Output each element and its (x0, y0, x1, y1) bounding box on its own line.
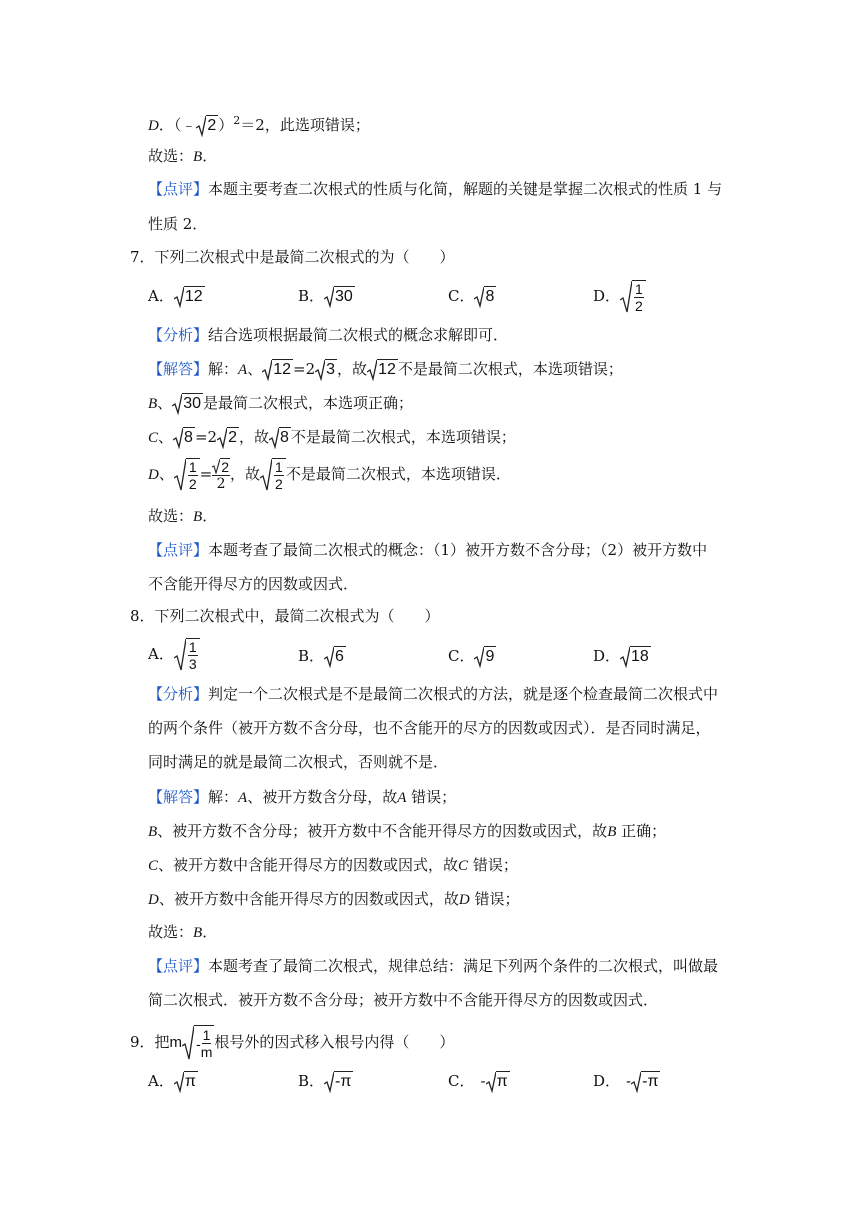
q8-stem: 8．下列二次根式中，最简二次根式为（ ） (130, 607, 440, 625)
q8-analysis-line2: 的两个条件（被开方数不含分母，也不含能开的尽方的因数或因式）．是否同时满足， (148, 719, 711, 737)
q7-option-d: D． $\frac{1}{2}$ (593, 280, 646, 314)
radical-sign-icon (217, 427, 227, 449)
radical-sign-icon (631, 1071, 641, 1093)
radical-sign-icon (474, 286, 484, 308)
q7-comment-line2: 不含能开得尽方的因数或因式． (148, 575, 359, 593)
radical-sign-icon (182, 1025, 194, 1061)
q8-solution-a: 【解答】解：A、被开方数含分母，故A 错误； (148, 788, 457, 806)
radical-sign-icon (620, 280, 632, 314)
q8-comment-line2: 简二次根式．被开方数不含分母；被开方数中不含能开得尽方的因数或因式． (148, 991, 659, 1009)
radical-sign-icon (172, 393, 182, 415)
radical-sign-icon (262, 359, 272, 381)
q6-answer: 故选：B． (148, 147, 218, 165)
q7-option-a: A． 12 (148, 285, 205, 308)
radical-sign-icon (620, 646, 630, 668)
q6-option-d-line: D．（﹣ 2 ）$^2$＝2，此选项错误； (148, 110, 370, 137)
radical-sign-icon (269, 427, 279, 449)
radical-sign-icon (212, 458, 220, 474)
q8-option-d: D． 18 (593, 645, 651, 668)
q7-answer: 故选：B． (148, 507, 218, 525)
q6-comment-line1: 【点评】本题主要考查二次根式的性质与化简，解题的关键是掌握二次根式的性质 1 与 (148, 180, 723, 198)
q9-stem: 9．把m - 1 m 根号外的因式移入根号内得（ ） (130, 1027, 455, 1060)
q8-analysis-line1: 【分析】判定一个二次根式是不是最简二次根式的方法，就是逐个检查最简二次根式中 (148, 685, 719, 703)
q7-solution-d: D、 $\frac{1}{2}$ = $\frac{2}{2}$ ，故 $\frac{1}{2}$ 不是最简二次根式，本选项错误． (148, 459, 511, 492)
q8-solution-c: C、被开方数中含能开得尽方的因数或因式，故C 错误； (148, 856, 518, 874)
radical-sign-icon (367, 359, 377, 381)
radical-sign-icon (174, 638, 186, 672)
radical-sign-icon (486, 1071, 496, 1093)
q7-stem: 7．下列二次根式中是最简二次根式的为（ ） (130, 248, 455, 266)
q7-solution-a: 【解答】解：A、 12 =2 3 ，故 12 不是最简二次根式，本选项错误； (148, 358, 623, 381)
q7-analysis: 【分析】结合选项根据最简二次根式的概念求解即可． (148, 326, 509, 344)
q9-option-b: B． -π (298, 1070, 353, 1093)
q7-option-b: B． 30 (298, 285, 355, 308)
radical-sign-icon (315, 359, 325, 381)
q8-option-c: C． 9 (448, 645, 496, 668)
q8-answer: 故选：B． (148, 923, 218, 941)
q7-comment-line1: 【点评】本题考查了最简二次根式的概念：（1）被开方数不含分母；（2）被开方数中 (148, 541, 708, 559)
q9-option-a: A． π (148, 1070, 198, 1093)
radical-sign-icon (474, 646, 484, 668)
radical-sign-icon (260, 458, 272, 492)
q9-option-d: D． - -π (593, 1070, 660, 1093)
radical-sign-icon (174, 1071, 184, 1093)
radical-sign-icon (173, 427, 183, 449)
radical-sign-icon (174, 458, 186, 492)
q7-solution-c: C、 8 =2 2 ，故 8 不是最简二次根式，本选项错误； (148, 426, 516, 449)
q6-comment-line2: 性质 2． (148, 215, 208, 233)
radical-sign-icon (324, 646, 334, 668)
q8-option-a: A． $\frac{1}{3}$ (148, 638, 200, 672)
q8-analysis-line3: 同时满足的就是最简二次根式，否则就不是． (148, 753, 449, 771)
sqrt-2: 2 (196, 115, 218, 137)
q8-solution-b: B、被开方数不含分母；被开方数中不含能开得尽方的因数或因式，故B 正确； (148, 822, 667, 840)
q8-option-b: B． 6 (298, 645, 346, 668)
radical-sign-icon (196, 115, 206, 137)
radical-sign-icon (174, 286, 184, 308)
radical-sign-icon (324, 286, 334, 308)
radical-sign-icon (324, 1071, 334, 1093)
letter-d: D (148, 118, 159, 134)
q7-solution-b: B、 30 是最简二次根式，本选项正确； (148, 392, 413, 415)
q8-solution-d: D、被开方数中含能开得尽方的因数或因式，故D 错误； (148, 890, 520, 908)
q8-comment-line1: 【点评】本题考查了最简二次根式，规律总结：满足下列两个条件的二次根式，叫做最 (148, 957, 719, 975)
q7-option-c: C． 8 (448, 285, 496, 308)
comment-tag: 【点评】 (148, 180, 209, 198)
d-prefix: ．（﹣ (158, 116, 197, 134)
q9-option-c: C． - π (448, 1070, 510, 1093)
